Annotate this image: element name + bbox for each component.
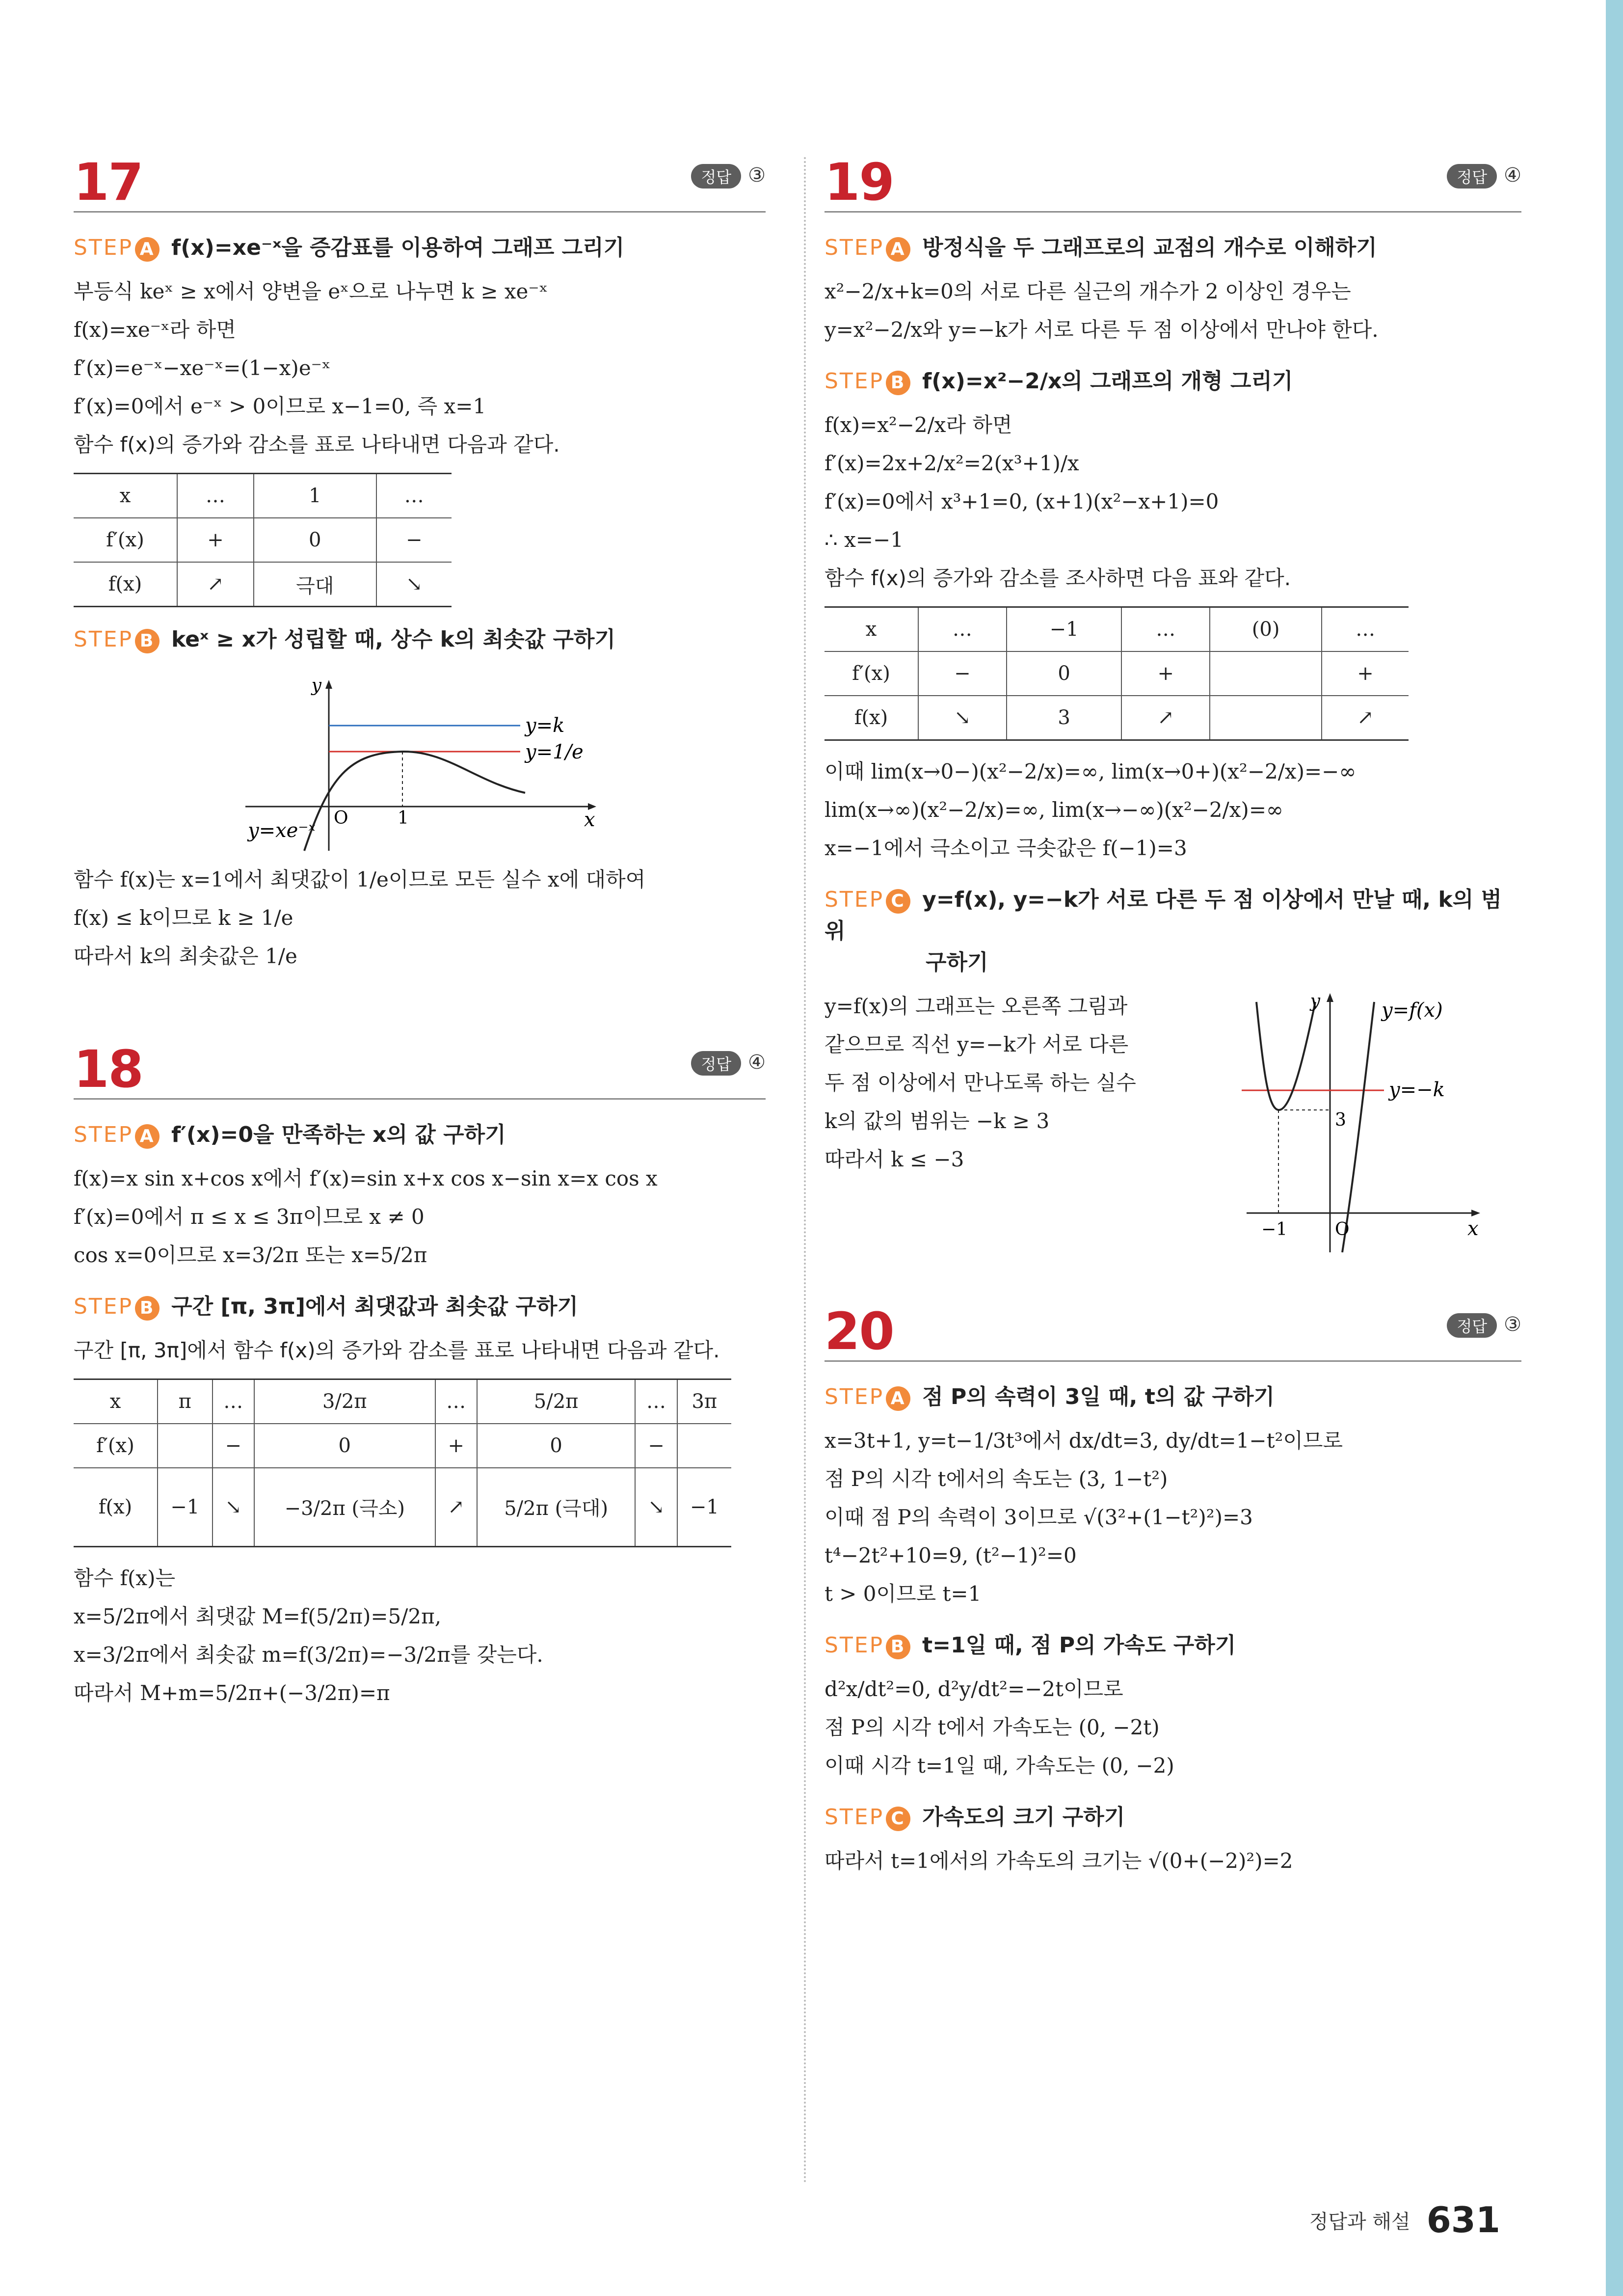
solution-line: f(x)=x sin x+cos x에서 f′(x)=sin x+x cos x−sin x=x cos x [74, 1166, 658, 1190]
right-column [825, 147, 1521, 1880]
question-20 [825, 1297, 1521, 1880]
solution-line: 따라서 t=1에서의 가속도의 크기는 √(0+(−2)²)=2 [825, 1849, 1293, 1873]
solution-line: f(x)=xe⁻ˣ라 하면 [74, 318, 236, 342]
solution-line: 점 P의 시각 t에서의 속도는 (3, 1−t²) [825, 1467, 1168, 1491]
y-axis-arrow [325, 680, 332, 689]
table-cell: 3 [1007, 696, 1122, 740]
table-cell: −1 [1007, 607, 1122, 652]
curve-left-branch [1256, 1002, 1315, 1110]
solution-line: 함수 f(x)는 x=1에서 최댓값이 1/e이므로 모든 실수 x에 대하여 [74, 867, 646, 891]
answer-badge: 정답 [1447, 1313, 1497, 1338]
table-cell: f′(x) [74, 518, 177, 562]
table-cell: f′(x) [825, 651, 918, 696]
question-header [74, 1034, 766, 1100]
step-heading [74, 1119, 766, 1151]
table-cell: 0 [1007, 651, 1122, 696]
increase-decrease-table [825, 606, 1409, 741]
solution-line: cos x=0이므로 x=3/2π 또는 x=5/2π [74, 1243, 427, 1267]
step-title: 점 P의 속력이 3일 때, t의 값 구하기 [922, 1384, 1275, 1409]
step-tag: STEP A [74, 1122, 160, 1147]
solution-line: 같으므로 직선 y=−k가 서로 다른 [825, 1032, 1129, 1056]
tick-label-y: 3 [1335, 1110, 1346, 1130]
step-tag: STEP B [74, 1294, 160, 1319]
solution-line: f′(x)=2x+2/x²=2(x³+1)/x [825, 451, 1079, 475]
solution-line: k의 값의 범위는 −k ≥ 3 [825, 1109, 1050, 1133]
answer-box [691, 1051, 766, 1076]
question-header [825, 147, 1521, 213]
step-tag: STEP A [825, 235, 910, 260]
table-cell: − [213, 1424, 254, 1468]
answer-value: ④ [748, 1051, 766, 1074]
table-cell: ↗ [177, 562, 254, 607]
table-cell: … [635, 1379, 677, 1424]
table-cell: … [177, 474, 254, 518]
line-label: y=−k [1389, 1079, 1445, 1101]
solution-line: 따라서 k ≤ −3 [825, 1147, 964, 1171]
solution-line: x=3t+1, y=t−1/3t³에서 dx/dt=3, dy/dt=1−t²이므로 [825, 1429, 1343, 1453]
question-number: 19 [825, 152, 894, 212]
step-letter-badge: B [886, 1635, 910, 1659]
question-18 [74, 1034, 766, 1712]
solution-line: x=5/2π에서 최댓값 M=f(5/2π)=5/2π, [74, 1604, 442, 1628]
answer-value: ③ [1504, 1313, 1521, 1336]
table-cell: −3/2π (극소) [254, 1468, 435, 1546]
table-cell: 0 [254, 518, 376, 562]
table-cell: ↗ [1121, 696, 1210, 740]
answer-value: ④ [1504, 164, 1521, 187]
table-cell: f(x) [825, 696, 918, 740]
table-cell: x [74, 474, 177, 518]
step-letter-badge: A [886, 1386, 910, 1411]
origin-label: O [1335, 1219, 1350, 1240]
question-number: 18 [74, 1039, 143, 1099]
solution-line: 부등식 keˣ ≥ x에서 양변을 eˣ으로 나누면 k ≥ xe⁻ˣ [74, 279, 548, 303]
solution-line: 이때 lim(x→0−)(x²−2/x)=∞, lim(x→0+)(x²−2/x)=−∞ [825, 759, 1357, 783]
table-cell: … [918, 607, 1007, 652]
table-cell: … [1121, 607, 1210, 652]
step-title: 가속도의 크기 구하기 [922, 1805, 1125, 1830]
curve-xe-x [304, 752, 525, 851]
table-cell: ↘ [213, 1468, 254, 1546]
table-cell: 3π [677, 1379, 731, 1424]
step-title: f(x)=xe⁻ˣ을 증감표를 이용하여 그래프 그리기 [171, 235, 625, 260]
table-cell: + [1121, 651, 1210, 696]
solution-line: 따라서 k의 최솟값은 1/e [74, 944, 297, 968]
solution-line: x=3/2π에서 최솟값 m=f(3/2π)=−3/2π를 갖는다. [74, 1642, 543, 1667]
solution-line: ∴ x=−1 [825, 528, 904, 552]
table-cell: 5/2π [477, 1379, 635, 1424]
increase-decrease-table [74, 1378, 731, 1547]
answer-box [1447, 1313, 1521, 1338]
table-cell [1210, 651, 1322, 696]
solution-line: d²x/dt²=0, d²y/dt²=−2t이므로 [825, 1677, 1123, 1701]
solution-line: t > 0이므로 t=1 [825, 1582, 982, 1606]
step-letter-badge: B [886, 371, 910, 395]
table-cell: … [435, 1379, 477, 1424]
step-title: keˣ ≥ x가 성립할 때, 상수 k의 최솟값 구하기 [171, 627, 616, 652]
step-title-continued: 구하기 [926, 950, 988, 975]
page-footer [1309, 2199, 1500, 2241]
table-cell: −1 [158, 1468, 213, 1546]
table-cell: 3/2π [254, 1379, 435, 1424]
step-heading [825, 366, 1521, 397]
x-axis-arrow [1471, 1210, 1480, 1216]
solution-line: f′(x)=e⁻ˣ−xe⁻ˣ=(1−x)e⁻ˣ [74, 356, 331, 380]
solution-line: f(x)=x²−2/x라 하면 [825, 413, 1012, 437]
table-cell: … [213, 1379, 254, 1424]
step-heading [825, 1630, 1521, 1661]
x-axis-label: x [1467, 1217, 1479, 1240]
step-letter-badge: C [886, 1807, 910, 1831]
table-cell: ↘ [635, 1468, 677, 1546]
table-cell: + [435, 1424, 477, 1468]
question-header [74, 147, 766, 213]
table-cell [1210, 696, 1322, 740]
table-cell: − [376, 518, 452, 562]
page-number: 631 [1426, 2199, 1500, 2241]
table-cell: ↘ [918, 696, 1007, 740]
tick-label-x: −1 [1261, 1219, 1288, 1240]
solution-line: x=−1에서 극소이고 극솟값은 f(−1)=3 [825, 836, 1187, 860]
step-title: t=1일 때, 점 P의 가속도 구하기 [922, 1633, 1236, 1658]
table-cell: … [1322, 607, 1409, 652]
page-edge-tab [1606, 0, 1623, 2296]
column-divider [804, 157, 806, 2185]
table-cell: (0) [1210, 607, 1322, 652]
tick-label: 1 [398, 808, 409, 828]
step-letter-badge: B [135, 629, 160, 653]
table-cell: 1 [254, 474, 376, 518]
step-title: 구간 [π, 3π]에서 최댓값과 최솟값 구하기 [171, 1294, 578, 1319]
solution-line: f′(x)=0에서 π ≤ x ≤ 3π이므로 x ≠ 0 [74, 1205, 425, 1229]
footer-label: 정답과 해설 [1309, 2210, 1410, 2233]
solution-line: y=f(x)의 그래프는 오른쪽 그림과 [825, 994, 1128, 1018]
answer-badge: 정답 [691, 1051, 741, 1076]
curve-label: y=xe⁻ˣ [248, 819, 316, 842]
solution-line: f(x) ≤ k이므로 k ≥ 1/e [74, 906, 293, 930]
left-column [74, 147, 766, 1712]
step-letter-badge: A [135, 237, 160, 262]
table-cell: 0 [477, 1424, 635, 1468]
table-cell: … [376, 474, 452, 518]
table-cell: f(x) [74, 1468, 158, 1546]
step-heading [825, 884, 1521, 978]
solution-line: 함수 f(x)의 증가와 감소를 조사하면 다음 표와 같다. [825, 566, 1291, 590]
step-c-body [825, 987, 1521, 1262]
question-header [825, 1297, 1521, 1362]
answer-badge: 정답 [691, 164, 741, 189]
x-axis-label: x [584, 809, 595, 831]
step-tag: STEP C [825, 1805, 910, 1830]
solution-line: 함수 f(x)의 증가와 감소를 표로 나타내면 다음과 같다. [74, 432, 560, 457]
question-17 [74, 147, 766, 975]
increase-decrease-table [74, 473, 452, 607]
y-axis-arrow [1327, 993, 1333, 1002]
solution-line: y=x²−2/x와 y=−k가 서로 다른 두 점 이상에서 만나야 한다. [825, 318, 1379, 342]
solution-line: 이때 시각 t=1일 때, 가속도는 (0, −2) [825, 1754, 1174, 1778]
solution-line: 이때 점 P의 속력이 3이므로 √(3²+(1−t²)²)=3 [825, 1505, 1253, 1529]
table-cell: π [158, 1379, 213, 1424]
step-title: f(x)=x²−2/x의 그래프의 개형 그리기 [922, 369, 1293, 394]
table-cell: 0 [254, 1424, 435, 1468]
table-cell: − [918, 651, 1007, 696]
step-heading [825, 232, 1521, 264]
answer-badge: 정답 [1447, 164, 1497, 189]
step-title: f′(x)=0을 만족하는 x의 값 구하기 [171, 1122, 506, 1147]
y-axis-label: y [1310, 991, 1320, 1011]
table-cell [677, 1424, 731, 1468]
step-tag: STEP B [825, 1633, 910, 1658]
answer-box [1447, 164, 1521, 189]
step-title: 방정식을 두 그래프로의 교점의 개수로 이해하기 [922, 235, 1377, 260]
step-tag: STEP A [74, 235, 160, 260]
solution-line: 함수 f(x)는 [74, 1566, 176, 1590]
table-cell: f′(x) [74, 1424, 158, 1468]
table-cell: ↘ [376, 562, 452, 607]
solution-line: lim(x→∞)(x²−2/x)=∞, lim(x→−∞)(x²−2/x)=∞ [825, 798, 1283, 822]
graph-xe-x [74, 664, 613, 861]
line-label: y=1/e [525, 741, 584, 763]
solution-line: x²−2/x+k=0의 서로 다른 실근의 개수가 2 이상인 경우는 [825, 279, 1351, 303]
graph-f-x [1217, 987, 1492, 1262]
step-letter-badge: C [886, 889, 910, 914]
table-cell: x [825, 607, 918, 652]
question-number: 17 [74, 152, 143, 212]
solution-line: t⁴−2t²+10=9, (t²−1)²=0 [825, 1543, 1077, 1567]
table-cell: − [635, 1424, 677, 1468]
answer-value: ③ [748, 164, 766, 187]
step-heading [74, 624, 766, 655]
table-cell: ↗ [1322, 696, 1409, 740]
step-tag: STEP B [825, 369, 910, 394]
solution-line: 두 점 이상에서 만나도록 하는 실수 [825, 1071, 1136, 1095]
step-letter-badge: A [135, 1124, 160, 1149]
table-cell: 극대 [254, 562, 376, 607]
step-heading [825, 1381, 1521, 1413]
step-tag: STEP A [825, 1384, 910, 1409]
step-tag: STEP C [825, 887, 910, 912]
solution-line: 구간 [π, 3π]에서 함수 f(x)의 증가와 감소를 표로 나타내면 다음과 같다. [74, 1338, 720, 1362]
curve-right-branch [1342, 1002, 1374, 1252]
table-cell: −1 [677, 1468, 731, 1546]
origin-label: O [334, 808, 348, 828]
solution-line: 점 P의 시각 t에서 가속도는 (0, −2t) [825, 1715, 1160, 1739]
step-title: y=f(x), y=−k가 서로 다른 두 점 이상에서 만날 때, k의 범위 [825, 887, 1502, 944]
step-heading [74, 1291, 766, 1323]
table-cell: + [1322, 651, 1409, 696]
step-heading [74, 232, 766, 264]
step-tag: STEP B [74, 627, 160, 652]
answer-box [691, 164, 766, 189]
y-axis-label: y [311, 675, 321, 696]
table-cell: x [74, 1379, 158, 1424]
solution-line: f′(x)=0에서 e⁻ˣ > 0이므로 x−1=0, 즉 x=1 [74, 394, 486, 418]
step-c-text [825, 987, 1136, 1179]
line-label: y=k [525, 714, 565, 737]
table-cell [158, 1424, 213, 1468]
curve-label: y=f(x) [1382, 999, 1443, 1022]
solution-line: f′(x)=0에서 x³+1=0, (x+1)(x²−x+1)=0 [825, 489, 1219, 513]
step-heading [825, 1802, 1521, 1833]
table-cell: + [177, 518, 254, 562]
table-cell: 5/2π (극대) [477, 1468, 635, 1546]
question-19 [825, 147, 1521, 1262]
step-letter-badge: B [135, 1296, 160, 1321]
step-letter-badge: A [886, 237, 910, 262]
question-number: 20 [825, 1301, 894, 1361]
table-cell: f(x) [74, 562, 177, 607]
solution-line: 따라서 M+m=5/2π+(−3/2π)=π [74, 1680, 390, 1705]
table-cell: ↗ [435, 1468, 477, 1546]
